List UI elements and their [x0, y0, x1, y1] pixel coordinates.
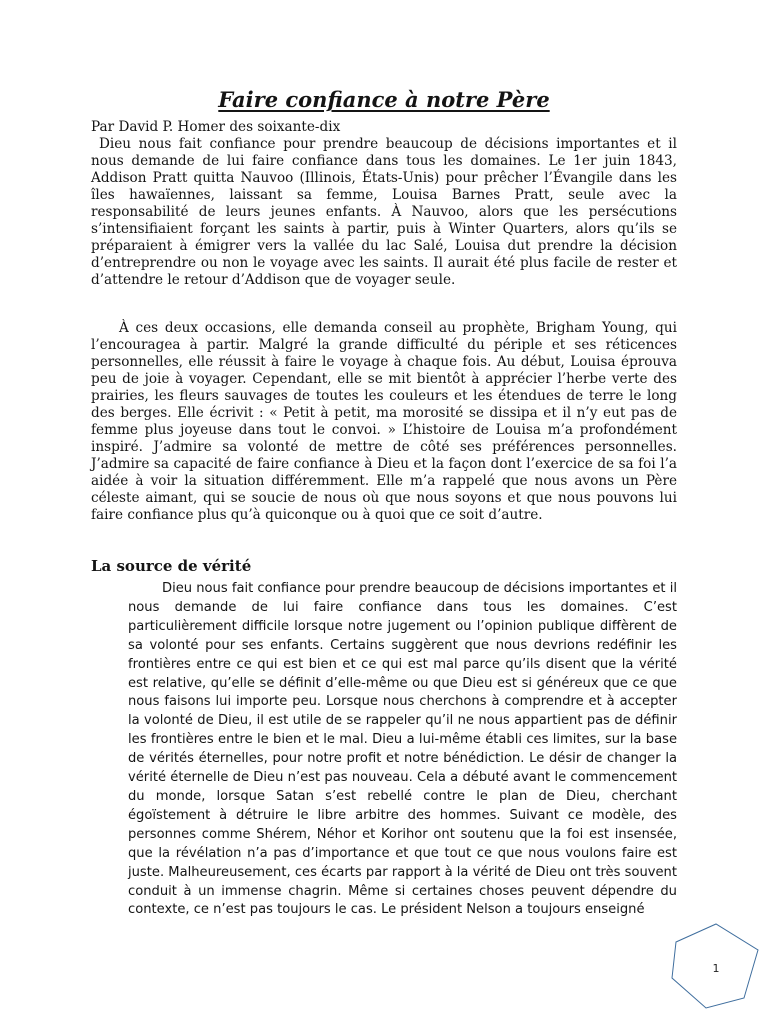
section-heading: La source de vérité [91, 557, 252, 575]
page-number: 1 [712, 962, 720, 975]
paragraph-1-text: Dieu nous fait confiance pour prendre beaucoup de décisions importantes et il nous demande de lui faire confiance dans tous les domaines. Le 1er juin 1843, Addison Pratt quitta Nauvoo (Illinois, États-Unis) pour prêcher l’Évangile dans les îles hawaïennes, laissant sa femme, Louisa Barnes Pratt, seule avec la responsabilité de leurs jeunes enfants. À Nauvoo, alors que les persécutions s’intensifiaient forçant les saints à partir, puis à Winter Quarters, alors qu’ils se préparaient à émigrer vers la vallée du lac Salé, Louisa dut prendre la décision d’entreprendre ou non le voyage avec les saints. Il aurait été plus facile de rester et d’attendre le retour d’Addison que de voyager seule. [91, 136, 677, 288]
document-title: Faire confiance à notre Père [218, 87, 550, 112]
author-byline: Par David P. Homer des soixante-dix [91, 119, 341, 135]
paragraph-1 [91, 136, 677, 289]
paragraph-3 [128, 580, 677, 920]
paragraph-2 [91, 320, 677, 524]
paragraph-2-text: À ces deux occasions, elle demanda conseil au prophète, Brigham Young, qui l’encouragea à partir. Malgré la grande difficulté du périple et ses réticences personnelles, elle réussit à faire le voyage à chaque fois. Au début, Louisa éprouva peu de joie à voyager. Cependant, elle se mit bientôt à apprécier l’herbe verte des prairies, les fleurs sauvages de toutes les couleurs et les étendues de terre le long des berges. Elle écrivit : « Petit à petit, ma morosité se dissipa et il n’y eut pas de femme plus joyeuse dans tout le convoi. » L’histoire de Louisa m’a profondément inspiré. J’admire sa volonté de mettre de côté ses préférences personnelles. J’admire sa capacité de faire confiance à Dieu et la façon dont l’exercice de sa foi l’a aidée à voir la situation différemment. Elle m’a rappelé que nous avons un Père céleste aimant, qui se soucie de nous où que nous soyons et que nous pouvons lui faire confiance plus qu’à quiconque ou à quoi que ce soit d’autre. [91, 320, 677, 523]
paragraph-3-text: Dieu nous fait confiance pour prendre beaucoup de décisions importantes et il nous demande de lui faire confiance dans tous les domaines. C’est particulièrement difficile lorsque notre jugement ou l’opinion publique diffèrent de sa volonté pour ses enfants. Certains suggèrent que nous devrions redéfinir les frontières entre ce qui est bien et ce qui est mal parce qu’ils disent que la vérité est relative, qu’elle se définit d’elle-même ou que Dieu est si généreux que ce que nous faisons lui importe peu. Lorsque nous cherchons à comprendre et à accepter la volonté de Dieu, il est utile de se rappeler qu’il ne nous appartient pas de définir les frontières entre le bien et le mal. Dieu a lui-même établi ces limites, sur la base de vérités éternelles, pour notre profit et notre bénédiction. Le désir de changer la vérité éternelle de Dieu n’est pas nouveau. Cela a débuté avant le commencement du monde, lorsque Satan s’est rebellé contre le plan de Dieu, cherchant égoïstement à détruire le libre arbitre des hommes. Suivant ce modèle, des personnes comme Shérem, Néhor et Korihor ont soutenu que la foi est insensée, que la révélation n’a pas d’importance et que tout ce que nous voulons faire est juste. Malheureusement, ces écarts par rapport à la vérité de Dieu ont très souvent conduit à un immense chagrin. Même si certaines choses peuvent dépendre du contexte, ce n’est pas toujours le cas. Le président Nelson a toujours enseigné [128, 581, 677, 918]
